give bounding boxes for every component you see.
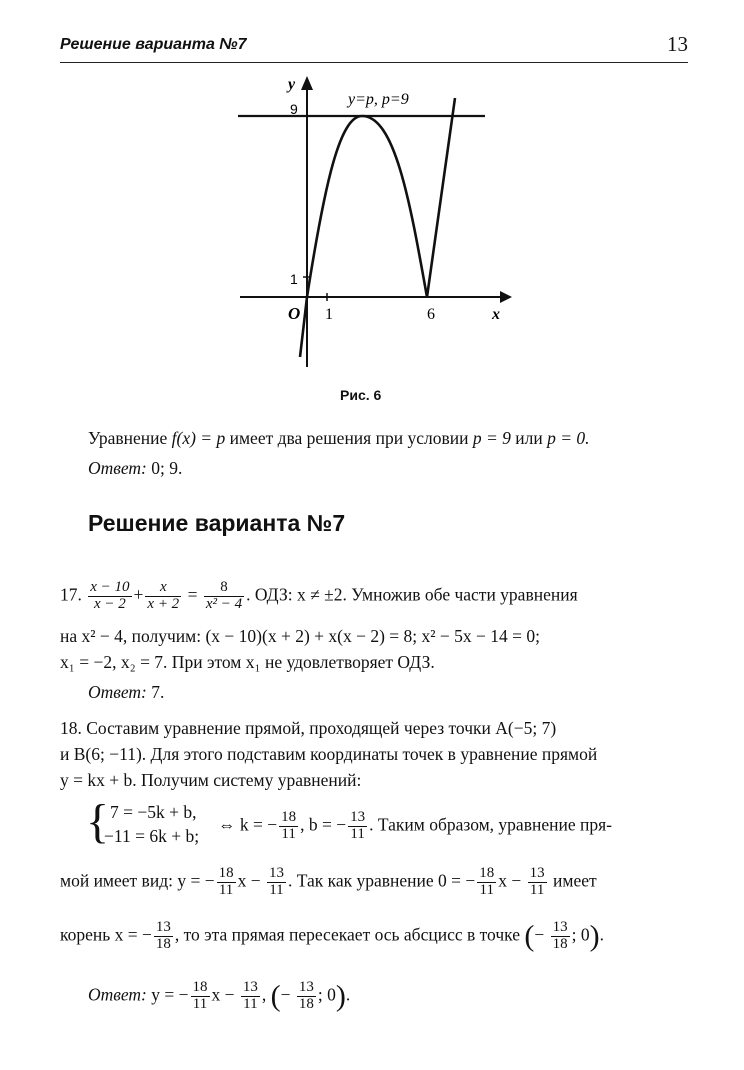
y-axis-label: y [288,76,296,93]
p18-line3: y = kx + b. Получим систему уравнений: [60,770,362,790]
prev-line1: Уравнение f(x) = p имеет два решения при условии p = 9 или p = 0. [88,428,590,448]
p18-answer: Ответ: y = − $\frac{18}{11}$ x − $\frac{13}{11}$ , (− $\frac{13}{18}$ ; 0). [88,979,351,1013]
section-title: Решение варианта №7 [88,510,346,536]
tick-label-y1: 1 [290,271,298,287]
line-label: y=p, p=9 [348,91,409,108]
system-brace: { [86,795,110,848]
prev-answer: Ответ: 0; 9. [88,458,183,478]
system-eq1: 7 = −5k + b, [110,802,197,822]
y-axis-arrow [301,76,313,90]
p18-line6: корень x = − $\frac{13}{18}$ , то эта прямая пересекает ось абсцисс в точке (− $\frac{13}{18}$ ; 0). [60,919,604,953]
p17-line1: 17. $\frac{x - 10}{x - 2}$ + $\frac{x}{x + 2}$ = $\frac{8}{\text{x² − 4}}$ . ОДЗ: x ≠ ±2. Умножив обе части уравнения [60,579,578,612]
p18-line5: мой имеет вид: y = − $\frac{18}{11}$ x − $\frac{13}{11}$ . Так как уравнение 0 = − $\frac{18}{11}$ x − $\frac{13}{11}$ имеет [60,865,597,898]
x-axis-label: x [492,306,500,323]
p18-line1: 18. Составим уравнение прямой, проходящей через точки A(−5; 7) [60,718,557,738]
page-number: 13 [667,32,688,56]
p18-system-result: ⇔ k = − $\frac{18}{11}$ , b = − $\frac{13}{11}$ . Таким образом, уравнение пря- [218,809,612,842]
tick-label-y9: 9 [290,101,298,117]
p18-line2: и B(6; −11). Для этого подставим координаты точек в уравнение прямой [60,744,598,764]
page-header [60,28,688,63]
p17-line2: на x² − 4, получим: (x − 10)(x + 2) + x(x − 2) = 8; x² − 5x − 14 = 0; [60,626,540,646]
tick-label-x1: 1 [325,306,333,323]
p17-answer: Ответ: 7. [88,682,165,702]
system-eq2: −11 = 6k + b; [104,826,200,846]
tick-label-x6: 6 [427,306,435,323]
figure-caption: Рис. 6 [340,387,382,403]
origin-label: O [288,304,301,323]
answer-label: Ответ: [88,458,147,478]
x-axis-arrow [500,291,512,303]
p17-line3: x₁ = −2, x₂ = 7. При этом x₁ не удовлетворяет ОДЗ. [60,652,435,672]
header-title: Решение варианта №7 [60,36,247,53]
function-graph [230,72,520,372]
